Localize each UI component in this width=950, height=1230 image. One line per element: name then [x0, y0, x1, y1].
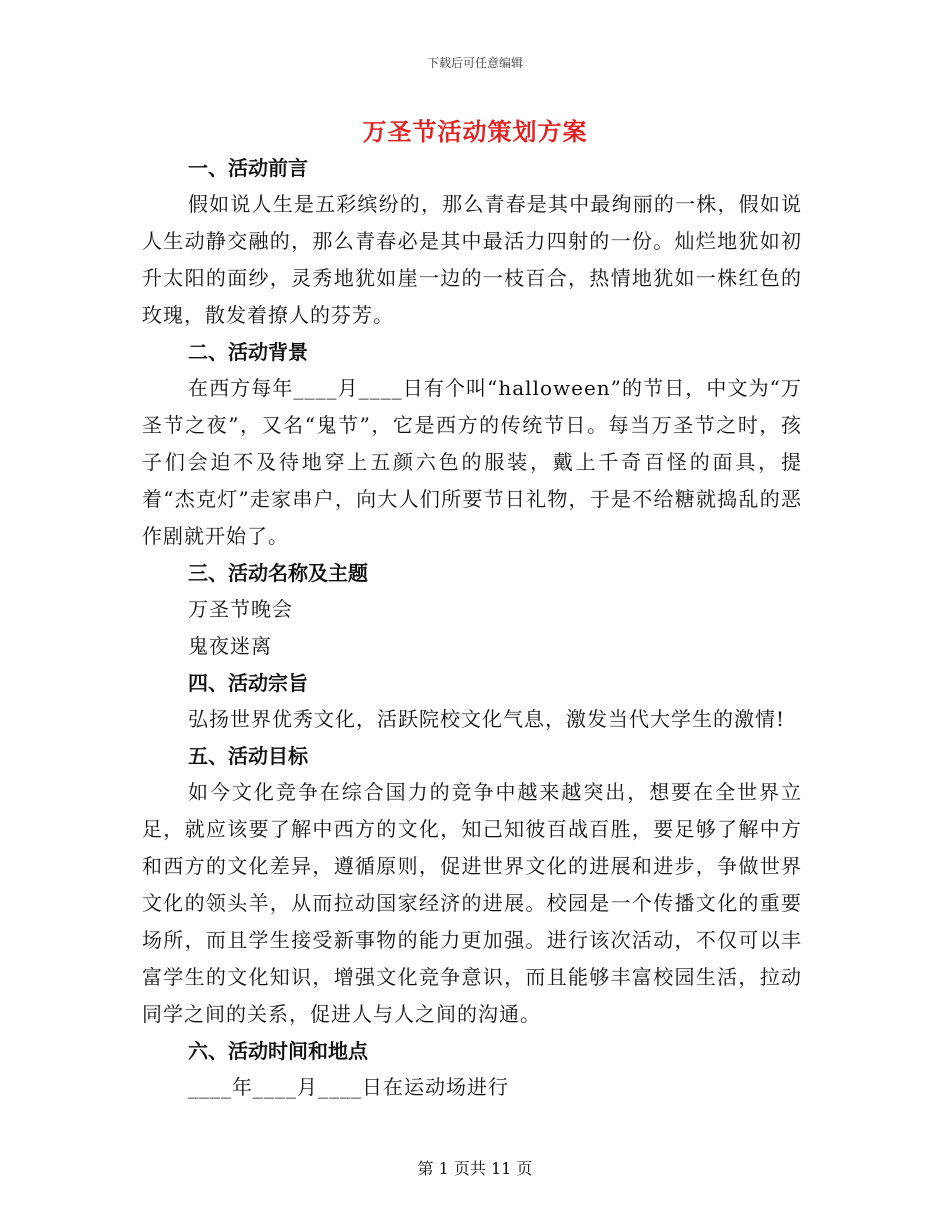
- section-paragraph: 假如说人生是五彩缤纷的，那么青春是其中最绚丽的一株，假如说人生动静交融的，那么青春必是其中最活力四射的一份。灿烂地犹如初升太阳的面纱，灵秀地犹如崖一边的一枝百合，热情地犹如一株红色的玫瑰，散发着撩人的芬芳。: [142, 192, 802, 327]
- section-paragraph: 在西方每年____月____日有个叫“halloween”的节日，中文为“万圣节之夜”，又名“鬼节”，它是西方的传统节日。每当万圣节之时，孩子们会迫不及待地穿上五颜六色的服装，戴上千奇百怪的面具，提着“杰克灯”走家串户，向大人们所要节日礼物，于是不给糖就捣乱的恶作剧就开始了。: [142, 376, 802, 548]
- section-heading-purpose: 四、活动宗旨: [188, 671, 308, 695]
- section-heading-name-theme: 三、活动名称及主题: [188, 561, 368, 585]
- section-heading-background: 二、活动背景: [188, 340, 308, 364]
- section-line: 弘扬世界优秀文化，活跃院校文化气息，激发当代大学生的激情!: [188, 707, 786, 731]
- document-body: [142, 150, 802, 1106]
- section-heading-time-place: 六、活动时间和地点: [188, 1039, 368, 1063]
- section-heading-preface: 一、活动前言: [188, 156, 308, 180]
- header-note: 下载后可任意编辑: [426, 56, 523, 70]
- section-line: ____年____月____日在运动场进行: [188, 1075, 509, 1099]
- document-title: 万圣节活动策划方案: [362, 117, 588, 146]
- section-paragraph: 如今文化竞争在综合国力的竞争中越来越突出，想要在全世界立足，就应该要了解中西方的文化，知己知彼百战百胜，要足够了解中方和西方的文化差异，遵循原则，促进世界文化的进展和进步，争做世界文化的领头羊，从而拉动国家经济的进展。校园是一个传播文化的重要场所，而且学生接受新事物的能力更加强。进行该次活动，不仅可以丰富学生的文化知识，增强文化竞争意识，而且能够丰富校园生活，拉动同学之间的关系，促进人与人之间的沟通。: [142, 780, 802, 1026]
- section-line: 鬼夜迷离: [188, 634, 272, 658]
- page-footer: 第 1 页共 11 页: [417, 1159, 533, 1178]
- section-heading-goals: 五、活动目标: [188, 744, 308, 768]
- section-line: 万圣节晚会: [188, 597, 293, 621]
